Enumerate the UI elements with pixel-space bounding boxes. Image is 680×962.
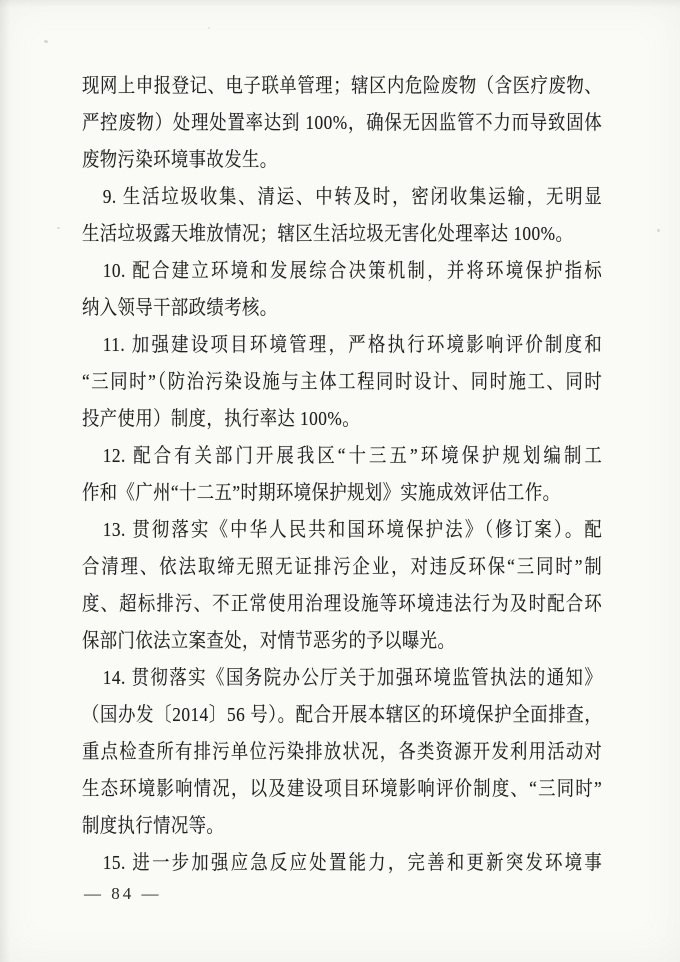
document-line: 制度执行情况等。 — [82, 815, 225, 837]
document-line: 生活垃圾露天堆放情况；辖区生活垃圾无害化处理率达 100%。 — [82, 223, 574, 245]
document-line: 13. 贯彻落实《中华人民共和国环境保护法》（修订案）。配 — [102, 519, 603, 541]
document-line: 12. 配合有关部门开展我区“十三五”环境保护规划编制工 — [102, 445, 603, 467]
scan-speck — [57, 227, 60, 229]
document-line: 合清理、依法取缔无照无证排污企业，对违反环保“三同时”制 — [82, 556, 603, 578]
document-line: 11. 加强建设项目环境管理，严格执行环境影响评价制度和 — [102, 334, 603, 356]
document-line: “三同时”（防治污染设施与主体工程同时设计、同时施工、同时 — [82, 371, 603, 393]
document-line: 废物污染环境事故发生。 — [82, 149, 278, 171]
document-line: 15. 进一步加强应急反应处置能力，完善和更新突发环境事 — [102, 852, 603, 874]
document-line: 9. 生活垃圾收集、清运、中转及时，密闭收集运输，无明显 — [102, 186, 603, 208]
document-line: 纳入领导干部政绩考核。 — [82, 297, 278, 319]
document-line: 生态环境影响情况，以及建设项目环境影响评价制度、“三同时” — [82, 778, 603, 800]
scan-speck — [44, 39, 49, 43]
document-body — [82, 68, 602, 882]
document-line: 10. 配合建立环境和发展综合决策机制，并将环境保护指标 — [102, 260, 603, 282]
document-line: 投产使用）制度，执行率达 100%。 — [82, 408, 361, 430]
document-line: 作和《广州“十二五”时期环境保护规划》实施成效评估工作。 — [82, 482, 561, 504]
document-line: 保部门依法立案查处，对情节恶劣的予以曝光。 — [82, 630, 456, 652]
document-line: 14. 贯彻落实《国务院办公厅关于加强环境监管执法的通知》 — [102, 667, 603, 689]
document-line: 重点检查所有排污单位污染排放状况，各类资源开发利用活动对 — [82, 741, 603, 763]
scan-speck — [657, 229, 660, 232]
scan-speck — [208, 27, 210, 29]
document-line: 度、超标排污、不正常使用治理设施等环境违法行为及时配合环 — [82, 593, 603, 615]
document-line: （国办发〔2014〕56 号）。配合开展本辖区的环境保护全面排查， — [82, 704, 603, 726]
document-line: 现网上申报登记、电子联单管理；辖区内危险废物（含医疗废物、 — [82, 75, 603, 97]
document-line: 严控废物）处理处置率达到 100%，确保无因监管不力而导致固体 — [82, 112, 603, 134]
page-number: — 84 — — [84, 884, 162, 903]
